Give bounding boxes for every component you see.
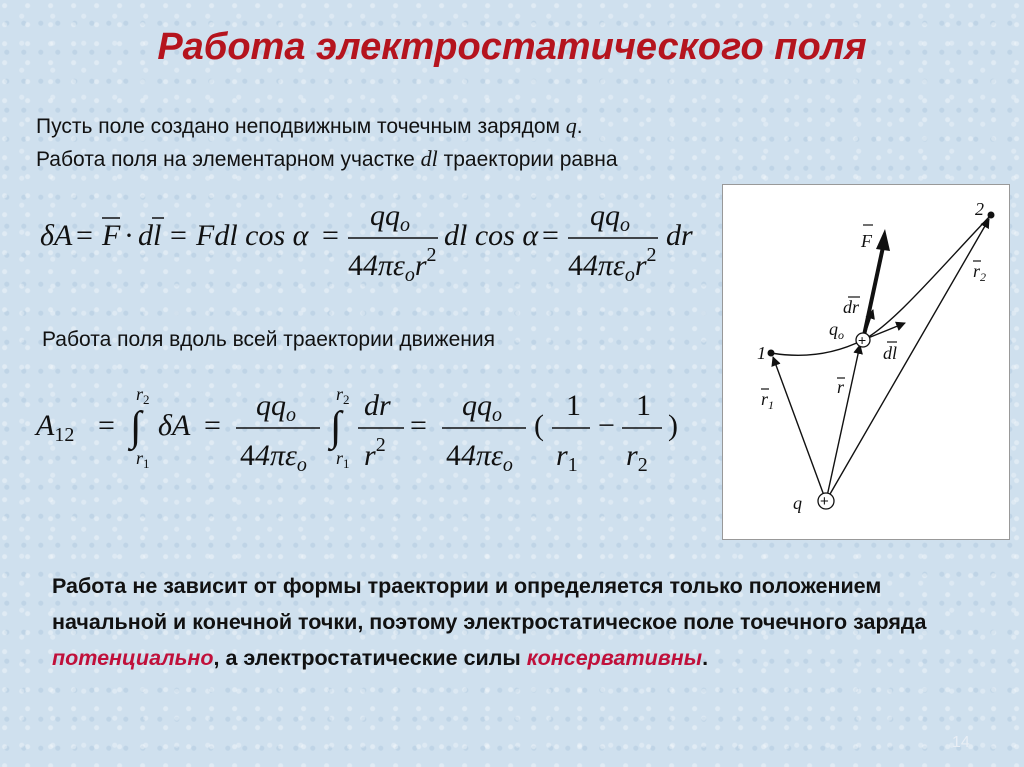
label-r2: $r_2$: [973, 261, 987, 284]
f1-dr: dr: [666, 219, 693, 252]
f1-dlcos: dl cos α: [444, 219, 539, 252]
f2-num-2: $qq_o$: [462, 389, 502, 426]
label-point-1: 1: [757, 343, 766, 363]
point-1: [768, 350, 775, 357]
intro-text: [36, 110, 618, 176]
f2-dr: dr: [364, 389, 391, 422]
conclusion-part-1: Работа не зависит от формы траектории и определяется только положением начальной и конечной точки, поэтому электростатическое поле точечного заряда: [52, 574, 927, 634]
label-dl: dl: [883, 343, 898, 363]
f2-eq-3: =: [410, 409, 427, 442]
f1-den-1: $44\pi\varepsilon_or^2$: [348, 244, 437, 286]
f1-den-2: $44\pi\varepsilon_or^2$: [568, 244, 657, 286]
svg-text:+: +: [820, 493, 829, 510]
f2-one-2: 1: [636, 389, 651, 422]
vector-F: [863, 247, 883, 340]
f2-lparen: (: [534, 409, 544, 442]
trajectory-curve: [771, 215, 991, 355]
f2-rparen: ): [668, 409, 678, 442]
intro-line-2: [36, 143, 618, 176]
f1-eq-2: =: [170, 219, 187, 252]
f2-int1-upper: $r_2$: [136, 384, 150, 407]
label-dr: dr: [843, 297, 860, 317]
slide-number: 14: [952, 734, 970, 751]
f1-Fdlcos: Fdl cos α: [196, 219, 309, 252]
f2-den-2: $44\pi\varepsilon_o$: [446, 439, 513, 476]
dl-var: dl: [420, 146, 438, 171]
f2-integral-1: ∫: [130, 404, 142, 450]
f1-eq-3: =: [322, 219, 339, 252]
intro-line-1-text: Пусть поле создано неподвижным точечным зарядом: [36, 115, 566, 138]
f1-dA: δA: [40, 219, 73, 252]
formula-elementary-work: [30, 190, 710, 290]
vector-r1: [773, 357, 826, 501]
f1-F: F: [102, 219, 121, 252]
svg-text:+: +: [858, 332, 867, 348]
vector-r2: [826, 219, 989, 501]
charge-var: q: [565, 113, 577, 138]
highlight-potential: потенциально: [52, 646, 214, 670]
intro-line-2-text: Работа поля на элементарном участке: [36, 148, 421, 171]
conclusion-part-3: .: [702, 646, 709, 670]
f2-r2: $r^2$: [364, 434, 386, 472]
f2-one-1: 1: [566, 389, 581, 422]
f2-eq-2: =: [204, 409, 221, 442]
intro-line-1: [36, 110, 618, 143]
f1-eq-4: =: [542, 219, 559, 252]
highlight-conservative: консервативны: [526, 646, 703, 670]
work-total-label: Работа поля вдоль всей траектории движения: [42, 328, 495, 351]
label-r1: $r_1$: [761, 389, 775, 412]
f2-int1-lower: $r_1$: [136, 448, 150, 471]
vector-r: [826, 345, 860, 501]
f1-num-2: $qq_o$: [590, 199, 630, 236]
vector-F-head: [876, 229, 890, 251]
f2-dA: δA: [158, 409, 191, 442]
f2-int2-upper: $r_2$: [336, 384, 350, 407]
f2-minus: −: [598, 409, 615, 442]
f2-int2-lower: $r_1$: [336, 448, 350, 471]
f1-dl: dl: [138, 219, 162, 252]
f2-num-1: $qq_o$: [256, 389, 296, 426]
f2-A: $A_{12}$: [36, 409, 75, 446]
slide-title: Работа электростатического поля: [157, 26, 867, 68]
f2-eq-1: =: [98, 409, 115, 442]
conclusion-part-2: , а электростатические силы: [213, 646, 527, 670]
label-r: r: [837, 377, 845, 397]
label-point-2: 2: [975, 199, 984, 219]
label-F: F: [861, 231, 872, 251]
point-2: [988, 212, 995, 219]
trajectory-diagram-svg: [723, 185, 1009, 539]
f2-r1: $r_1$: [556, 439, 578, 476]
label-q0: $q_o$: [829, 319, 844, 342]
f2-den-1: $44\pi\varepsilon_o$: [240, 439, 307, 476]
formula-total-work: [30, 380, 710, 480]
trajectory-diagram: [722, 184, 1010, 540]
f2-r2-frac: $r_2$: [626, 439, 648, 476]
conclusion-text: [52, 568, 1002, 676]
f2-integral-2: ∫: [330, 404, 342, 450]
intro-line-2-end: траектории равна: [437, 148, 618, 171]
f1-dot: ·: [124, 219, 134, 252]
f1-num-1: $qq_o$: [370, 199, 410, 236]
intro-line-1-end: .: [576, 115, 583, 138]
label-q: q: [793, 493, 802, 513]
f1-eq-1: =: [76, 219, 93, 252]
